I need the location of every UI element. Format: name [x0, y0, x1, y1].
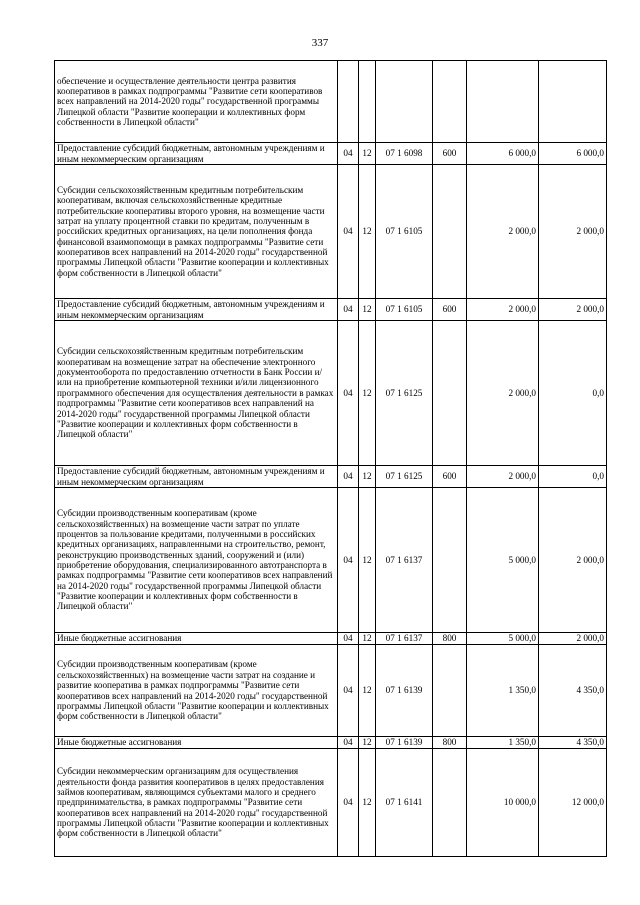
row-expense-type: 800	[433, 737, 467, 749]
row-sum-year-2: 2 000,0	[539, 165, 607, 299]
row-target-article: 07 1 6139	[376, 737, 433, 749]
table-row	[55, 749, 607, 857]
row-section	[338, 61, 359, 143]
row-section: 04	[338, 321, 359, 466]
table-row	[55, 737, 607, 749]
table-row	[55, 143, 607, 165]
row-expense-type	[433, 321, 467, 466]
row-sum-year-2: 0,0	[539, 466, 607, 488]
row-subsection: 12	[359, 143, 376, 165]
row-name: Субсидии сельскохозяйственным кредитным потребительским кооперативам, включая сельскохозяйственные кредитные потребительские кооперативы второго уровня, на возмещение части затрат на уплату процентной ставки по кредитам, полученным в российских кредитных организациях, на цели пополнения фонда финансовой взаимопомощи в рамках подпрограммы "Развитие сети кооперативов всех направлений на 2014-2020 годы" государственной программы Липецкой области "Развитие кооперации и коллективных форм собственности в Липецкой области"	[55, 165, 338, 299]
row-target-article: 07 1 6137	[376, 488, 433, 633]
row-sum-year-2: 2 000,0	[539, 299, 607, 321]
row-sum-year-1: 2 000,0	[467, 466, 539, 488]
row-name: Иные бюджетные ассигнования	[55, 737, 338, 749]
row-subsection: 12	[359, 633, 376, 645]
page-number: 337	[311, 37, 329, 49]
budget-table	[54, 60, 607, 857]
row-section: 04	[338, 645, 359, 737]
row-section: 04	[338, 299, 359, 321]
row-sum-year-2: 6 000,0	[539, 143, 607, 165]
row-sum-year-1: 1 350,0	[467, 645, 539, 737]
row-sum-year-1: 5 000,0	[467, 633, 539, 645]
table-row	[55, 165, 607, 299]
row-subsection: 12	[359, 466, 376, 488]
row-subsection: 12	[359, 488, 376, 633]
row-subsection: 12	[359, 749, 376, 857]
row-sum-year-1: 1 350,0	[467, 737, 539, 749]
row-target-article: 07 1 6137	[376, 633, 433, 645]
row-expense-type: 600	[433, 143, 467, 165]
row-sum-year-2: 12 000,0	[539, 749, 607, 857]
row-sum-year-1: 2 000,0	[467, 299, 539, 321]
row-sum-year-2: 2 000,0	[539, 633, 607, 645]
row-expense-type	[433, 488, 467, 633]
row-subsection: 12	[359, 645, 376, 737]
row-target-article: 07 1 6139	[376, 645, 433, 737]
row-sum-year-1: 2 000,0	[467, 321, 539, 466]
table-row	[55, 61, 607, 143]
row-expense-type: 600	[433, 466, 467, 488]
table-row	[55, 633, 607, 645]
row-expense-type: 600	[433, 299, 467, 321]
row-target-article: 07 1 6125	[376, 321, 433, 466]
row-name: Иные бюджетные ассигнования	[55, 633, 338, 645]
row-expense-type	[433, 165, 467, 299]
row-expense-type	[433, 61, 467, 143]
row-section: 04	[338, 633, 359, 645]
row-target-article: 07 1 6105	[376, 299, 433, 321]
row-subsection: 12	[359, 299, 376, 321]
table-row	[55, 645, 607, 737]
row-sum-year-1: 2 000,0	[467, 165, 539, 299]
row-section: 04	[338, 165, 359, 299]
row-name: Предоставление субсидий бюджетным, автономным учреждениям и иным некоммерческим организациям	[55, 466, 338, 488]
row-sum-year-1: 6 000,0	[467, 143, 539, 165]
row-sum-year-1: 5 000,0	[467, 488, 539, 633]
table-row	[55, 299, 607, 321]
row-subsection: 12	[359, 321, 376, 466]
row-target-article: 07 1 6141	[376, 749, 433, 857]
row-name: Субсидии производственным кооперативам (кроме сельскохозяйственных) на возмещение части затрат на создание и развитие кооператива в рамках подпрограммы "Развитие сети кооперативов всех направлений на 2014-2020 годы" государственной программы Липецкой области "Развитие кооперации и коллективных форм собственности в Липецкой области"	[55, 645, 338, 737]
row-subsection	[359, 61, 376, 143]
row-expense-type: 800	[433, 633, 467, 645]
table-row	[55, 466, 607, 488]
row-sum-year-1: 10 000,0	[467, 749, 539, 857]
row-target-article: 07 1 6098	[376, 143, 433, 165]
row-section: 04	[338, 488, 359, 633]
row-name: Субсидии некоммерческим организациям для осуществления деятельности фонда развития кооперативов в целях предоставления займов кооперативам, являющимся субъектами малого и среднего предпринимательства, в рамках подпрограммы "Развитие сети кооперативов всех направлений на 2014-2020 годы" государственной программы Липецкой области "Развитие кооперации и коллективных форм собственности в Липецкой области"	[55, 749, 338, 857]
row-name: Предоставление субсидий бюджетным, автономным учреждениям и иным некоммерческим организациям	[55, 299, 338, 321]
row-section: 04	[338, 749, 359, 857]
row-name: обеспечение и осуществление деятельности центра развития кооперативов в рамках подпрограммы "Развитие сети кооперативов всех направлений на 2014-2020 годы" государственной программы Липецкой области "Развитие кооперации и коллективных форм собственности в Липецкой области"	[55, 61, 338, 143]
row-subsection: 12	[359, 165, 376, 299]
row-expense-type	[433, 645, 467, 737]
row-sum-year-2: 2 000,0	[539, 488, 607, 633]
row-sum-year-2: 4 350,0	[539, 737, 607, 749]
row-name: Субсидии сельскохозяйственным кредитным потребительским кооперативам на возмещение затрат на обеспечение электронного документооборота по предоставлению отчетности в Банк России и/или на приобретение компьютерной техники и/или лицензионного программного обеспечения для осуществления деятельности в рамках подпрограммы "Развитие сети кооперативов всех направлений на 2014-2020 годы" государственной программы Липецкой области "Развитие кооперации и коллективных форм собственности в Липецкой области"	[55, 321, 338, 466]
row-sum-year-1	[467, 61, 539, 143]
row-sum-year-2: 4 350,0	[539, 645, 607, 737]
row-target-article: 07 1 6105	[376, 165, 433, 299]
row-target-article: 07 1 6125	[376, 466, 433, 488]
row-expense-type	[433, 749, 467, 857]
table-row	[55, 321, 607, 466]
row-section: 04	[338, 143, 359, 165]
table-row	[55, 488, 607, 633]
row-name: Субсидии производственным кооперативам (кроме сельскохозяйственных) на возмещение части затрат по уплате процентов за пользование кредитами, полученными в российских кредитных организациях, направленными на строительство, ремонт, реконструкцию производственных зданий, сооружений и (или) приобретение оборудования, специализированного автотранспорта в рамках подпрограммы "Развитие сети кооперативов всех направлений на 2014-2020 годы" государственной программы Липецкой области "Развитие кооперации и коллективных форм собственности в Липецкой области"	[55, 488, 338, 633]
row-section: 04	[338, 737, 359, 749]
row-name: Предоставление субсидий бюджетным, автономным учреждениям и иным некоммерческим организациям	[55, 143, 338, 165]
row-sum-year-2: 0,0	[539, 321, 607, 466]
row-subsection: 12	[359, 737, 376, 749]
row-section: 04	[338, 466, 359, 488]
row-sum-year-2	[539, 61, 607, 143]
row-target-article	[376, 61, 433, 143]
